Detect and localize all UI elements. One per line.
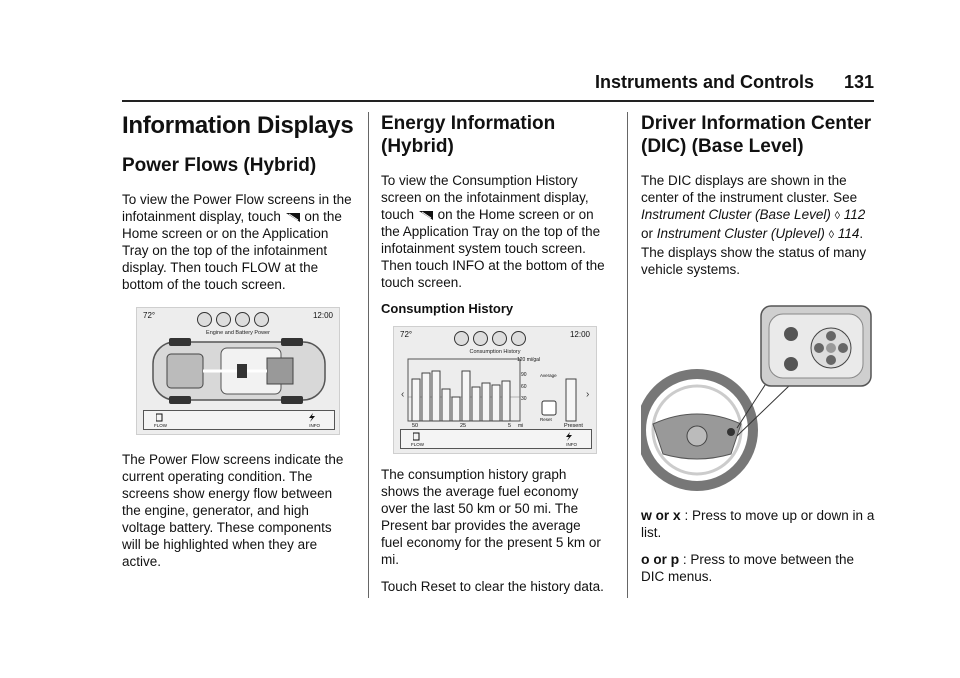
app-icon (492, 331, 507, 346)
paragraph-energy-intro (381, 172, 605, 291)
left-arrow-icon: o (641, 551, 650, 567)
clock-readout: 12:00 (312, 311, 333, 320)
y-tick-60: 60 (521, 384, 527, 390)
text: on the Home screen or on the Application Tray on the top of the infotainment display. Then touch FLOW at the bottom of the touch screen. (122, 209, 342, 292)
up-arrow-icon: w (641, 507, 652, 523)
svg-text:›: › (586, 389, 590, 400)
graph-unit-label: 120 mi/gal (517, 357, 541, 363)
text: on the Home screen or on the Application Tray on the top of the infotainment system touch screen. Then touch INFO at the bottom of the touch screen. (381, 207, 605, 290)
heading-information-displays: Information Displays (122, 112, 354, 139)
column-energy-information (381, 112, 605, 605)
flow-icon (413, 432, 421, 441)
energy-leaf-icon (285, 211, 301, 223)
text: : Press to move between the DIC menus. (641, 552, 855, 584)
reset-label: Reset (540, 417, 552, 422)
page-header (122, 72, 874, 102)
link-instrument-cluster-base[interactable]: Instrument Cluster (Base Level) (641, 207, 831, 222)
screen-bottom-bar (143, 410, 335, 430)
screen-caption: Engine and Battery Power (206, 330, 270, 336)
screen-bottom-bar (400, 429, 592, 449)
app-icon (473, 331, 488, 346)
lightning-icon (308, 413, 316, 422)
text: or (641, 226, 654, 241)
header-rule (122, 100, 874, 102)
info-label: INFO (566, 442, 577, 447)
app-icon (511, 331, 526, 346)
app-icons (197, 312, 281, 328)
paragraph-dic-intro (641, 172, 875, 278)
right-arrow-icon: p (670, 551, 680, 567)
text: To view the Consumption History screen on the infotainment display, touch (381, 173, 589, 222)
svg-text:‹: ‹ (401, 389, 405, 400)
temperature-readout: 72° (400, 330, 413, 339)
x-tick-unit: mi (518, 423, 524, 429)
column-information-displays (122, 112, 354, 580)
column-divider (627, 112, 628, 598)
app-icon (216, 312, 231, 327)
page-ref-arrow-icon: ◊ (828, 229, 835, 241)
text: The DIC displays are shown in the center of the instrument cluster. See (641, 173, 858, 205)
text: : Press to move up or down in a list. (641, 508, 875, 540)
text: . The displays show the status of many vehicle systems. (641, 226, 867, 277)
x-tick-25: 25 (460, 423, 467, 429)
steering-wheel-controls-figure (641, 304, 875, 494)
energy-leaf-icon (418, 209, 434, 221)
text: or (655, 508, 670, 523)
clock-readout: 12:00 (569, 330, 590, 339)
present-label: Present (564, 423, 583, 429)
paragraph-power-flows-description: The Power Flow screens indicate the current operating condition. The screens show energy flow between the engine, generator, and high voltage battery. These components will be highlighted when they are active. (122, 452, 344, 569)
flow-label: FLOW (411, 442, 424, 447)
paragraph-power-flows-intro (122, 191, 354, 293)
consumption-bar-graph (400, 357, 592, 429)
page-ref[interactable]: 112 (843, 207, 866, 222)
flow-label: FLOW (154, 423, 167, 428)
temperature-readout: 72° (143, 311, 156, 320)
link-instrument-cluster-uplevel[interactable]: Instrument Cluster (Uplevel) (656, 226, 825, 241)
app-icon (254, 312, 269, 327)
screen-caption: Consumption History (469, 349, 521, 355)
heading-energy-information: Energy Information (Hybrid) (381, 113, 556, 157)
info-label: INFO (309, 423, 320, 428)
app-icon (235, 312, 250, 327)
consumption-history-screen-figure (393, 326, 597, 454)
heading-driver-information-center: Driver Information Center (DIC) (Base Level) (641, 113, 872, 157)
app-icons (454, 331, 538, 347)
text: To view the Power Flow screens in the infotainment display, touch (122, 192, 352, 224)
paragraph-consumption-description: The consumption history graph shows the average fuel economy over the last 50 km or 50 mi. The Present bar provides the average fuel economy for the present 5 km or mi. (381, 467, 601, 567)
paragraph-dic-left-right (641, 551, 875, 585)
page-ref-arrow-icon: ◊ (834, 210, 841, 222)
flow-icon (156, 413, 164, 422)
average-label: Average (540, 373, 557, 378)
app-icon (454, 331, 469, 346)
power-flow-screen-figure (136, 307, 340, 435)
app-icon (197, 312, 212, 327)
section-title: Instruments and Controls (594, 72, 814, 92)
paragraph-dic-up-down (641, 507, 875, 541)
down-arrow-icon: x (672, 507, 681, 523)
x-tick-5: 5 (508, 423, 512, 429)
column-driver-information-center (641, 112, 875, 595)
x-tick-50: 50 (412, 423, 419, 429)
paragraph-reset-instruction: Touch Reset to clear the history data. (381, 579, 604, 594)
column-divider (368, 112, 369, 598)
page-ref[interactable]: 114 (837, 226, 860, 241)
y-tick-30: 30 (521, 396, 527, 402)
heading-consumption-history: Consumption History (381, 301, 514, 316)
y-tick-90: 90 (521, 372, 527, 378)
text: or (653, 552, 667, 567)
heading-power-flows: Power Flows (Hybrid) (122, 155, 317, 176)
vehicle-top-view-icon (151, 338, 327, 404)
page-number: 131 (843, 72, 874, 92)
lightning-icon (565, 432, 573, 441)
